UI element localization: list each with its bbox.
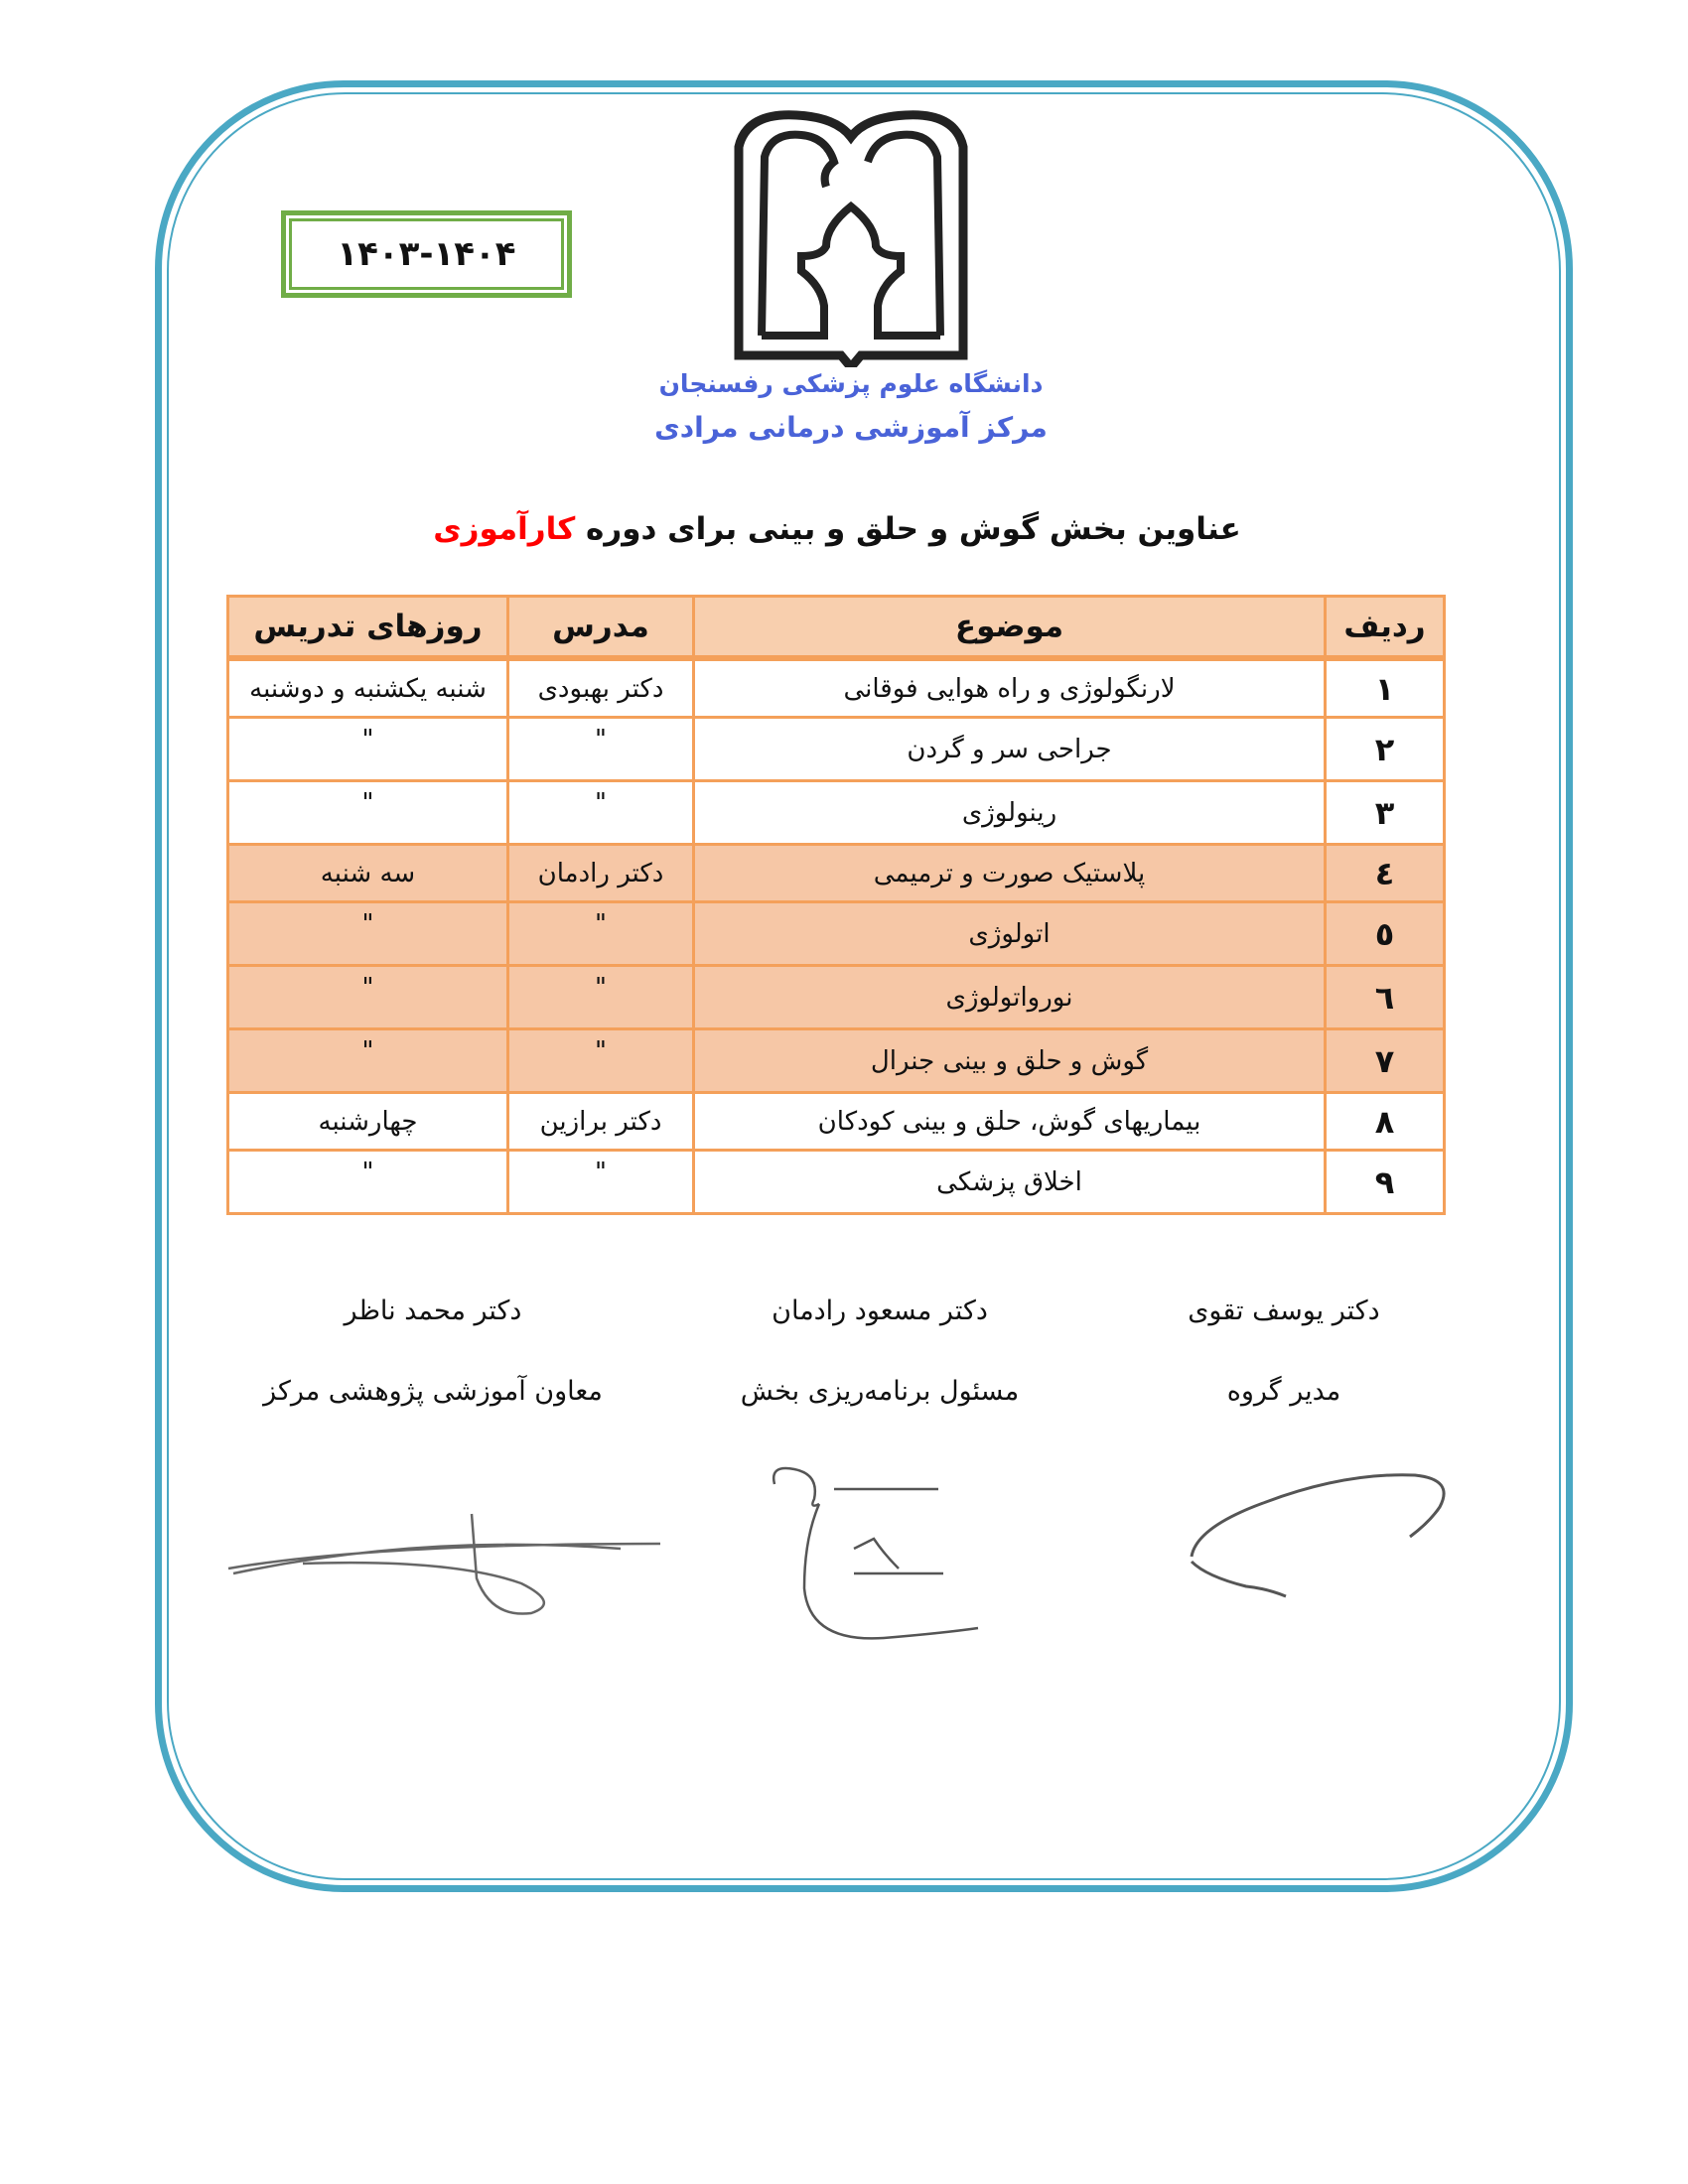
- cell-topic: رینولوژی: [694, 781, 1326, 845]
- topics-table: [226, 595, 1446, 1215]
- cell-num: ٤: [1326, 845, 1445, 902]
- signatory-role: معاون آموزشی پژوهشی مرکز: [263, 1376, 603, 1407]
- cell-num: ۹: [1326, 1151, 1445, 1214]
- table-row: [228, 781, 1445, 845]
- cell-topic: جراحی سر و گردن: [694, 718, 1326, 781]
- table-row: [228, 902, 1445, 966]
- cell-topic: گوش و حلق و بینی جنرال: [694, 1029, 1326, 1093]
- cell-num: ٦: [1326, 966, 1445, 1029]
- cell-teacher: ": [508, 1029, 694, 1093]
- cell-days: ": [228, 1151, 508, 1214]
- header-num: ردیف: [1326, 597, 1445, 659]
- year-badge-text: ۱۴۰۳-۱۴۰۴: [289, 218, 564, 290]
- year-badge: [281, 210, 572, 298]
- header-days: روزهای تدریس: [228, 597, 508, 659]
- cell-num: ۷: [1326, 1029, 1445, 1093]
- cell-days: شنبه یکشنبه و دوشنبه: [228, 658, 508, 718]
- header-topic: موضوع: [694, 597, 1326, 659]
- title-main: عناوین بخش گوش و حلق و بینی برای دوره: [586, 511, 1241, 547]
- title-highlight: کارآموزی: [433, 511, 576, 547]
- cell-topic: اتولوژی: [694, 902, 1326, 966]
- cell-topic: بیماریهای گوش، حلق و بینی کودکان: [694, 1093, 1326, 1151]
- cell-teacher: دکتر برازین: [508, 1093, 694, 1151]
- cell-teacher: ": [508, 718, 694, 781]
- cell-topic: نورواتولوژی: [694, 966, 1326, 1029]
- cell-teacher: ": [508, 966, 694, 1029]
- cell-teacher: دکتر رادمان: [508, 845, 694, 902]
- table-row: [228, 1029, 1445, 1093]
- signatory-name: دکتر مسعود رادمان: [772, 1296, 988, 1326]
- cell-teacher: ": [508, 902, 694, 966]
- university-name: دانشگاه علوم پزشکی رفسنجان: [658, 369, 1044, 398]
- center-name: مرکز آموزشی درمانی مرادی: [654, 411, 1048, 444]
- header-teacher: مدرس: [508, 597, 694, 659]
- table-row: [228, 718, 1445, 781]
- page-title: [298, 511, 1376, 547]
- cell-days: ": [228, 966, 508, 1029]
- table-row: [228, 966, 1445, 1029]
- table-row: [228, 1151, 1445, 1214]
- cell-num: ٥: [1326, 902, 1445, 966]
- signatory-role: مدیر گروه: [1226, 1376, 1341, 1407]
- cell-teacher: ": [508, 1151, 694, 1214]
- cell-num: ۲: [1326, 718, 1445, 781]
- signatory-name: دکتر یوسف تقوی: [1188, 1296, 1380, 1326]
- table-row: [228, 845, 1445, 902]
- signature-radman: [765, 1459, 1003, 1648]
- cell-topic: لارنگولوژی و راه هوایی فوقانی: [694, 658, 1326, 718]
- signatory-role: مسئول برنامه‌ریزی بخش: [740, 1376, 1020, 1407]
- cell-topic: پلاستیک صورت و ترمیمی: [694, 845, 1326, 902]
- cell-teacher: دکتر بهبودی: [508, 658, 694, 718]
- cell-days: ": [228, 902, 508, 966]
- table-header: [228, 597, 1445, 659]
- table-row: [228, 658, 1445, 718]
- cell-num: ۸: [1326, 1093, 1445, 1151]
- table-row: [228, 1093, 1445, 1151]
- cell-days: چهارشنبه: [228, 1093, 508, 1151]
- signature-nazer: [223, 1499, 670, 1628]
- cell-days: سه شنبه: [228, 845, 508, 902]
- cell-teacher: ": [508, 781, 694, 845]
- cell-days: ": [228, 718, 508, 781]
- signature-taghavi: [1177, 1447, 1475, 1606]
- cell-days: ": [228, 781, 508, 845]
- university-logo: [727, 107, 975, 367]
- signatory-name: دکتر محمد ناظر: [344, 1296, 522, 1326]
- cell-days: ": [228, 1029, 508, 1093]
- cell-topic: اخلاق پزشکی: [694, 1151, 1326, 1214]
- cell-num: ۱: [1326, 658, 1445, 718]
- cell-num: ۳: [1326, 781, 1445, 845]
